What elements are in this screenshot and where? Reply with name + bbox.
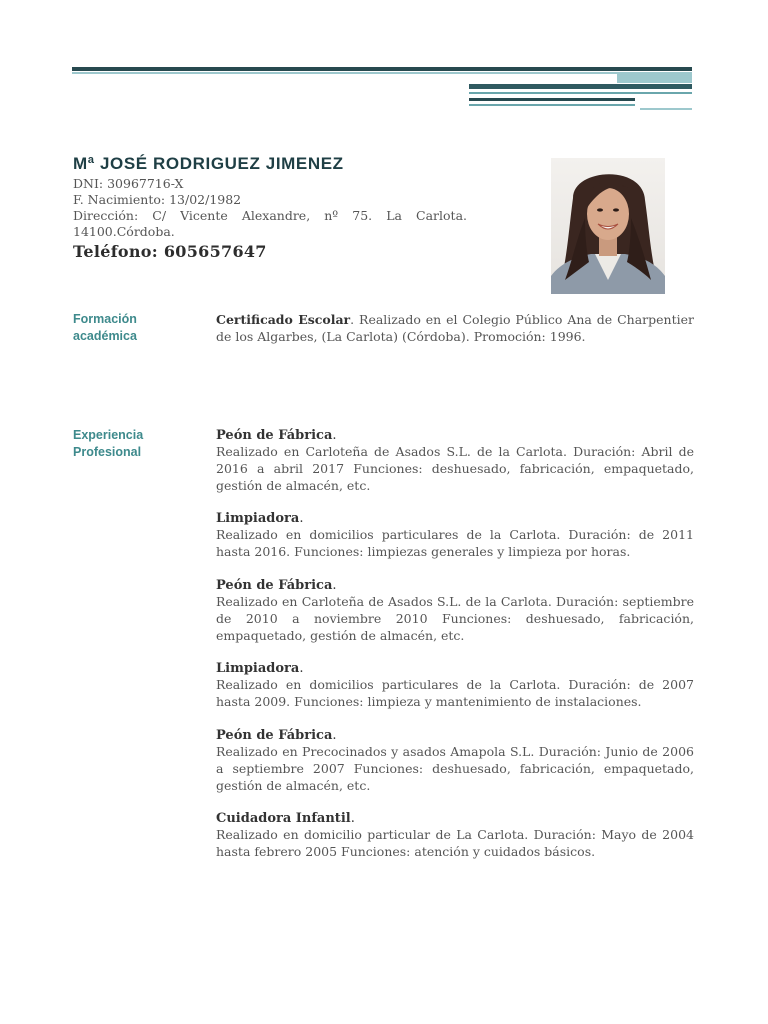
entry-title: Limpiadora [216, 511, 300, 527]
personal-info [73, 154, 467, 261]
phone-line: Teléfono: 605657647 [73, 242, 267, 261]
formacion-label-line1: Formación [73, 312, 137, 326]
accent-block [617, 74, 692, 83]
entry-title-period: . [332, 577, 337, 593]
stripe-2 [469, 92, 692, 94]
entry-text: Realizado en Precocinados y asados Amapola S.L. Duración: Junio de 2006 a septiembre 2007 Funciones: deshuesado, fabricación, empaquetado, gestión de almacén, etc. [216, 743, 694, 793]
top-rule-dark [72, 67, 692, 71]
experiencia-label-line2: Profesional [73, 445, 142, 459]
entry-title-period: . [332, 428, 337, 443]
header-decoration [0, 0, 768, 120]
stripe-4 [469, 104, 635, 106]
entry-title-period: . [350, 811, 355, 827]
candidate-name: Mª JOSÉ RODRIGUEZ JIMENEZ [73, 154, 344, 173]
entry-title-period: . [299, 511, 304, 527]
stripe-5 [640, 108, 692, 110]
stripe-1 [469, 84, 692, 89]
formacion-description: . Realizado en el Colegio Público Ana de Charpentier de los Algarbes, (La Carlota) (Córdoba). Promoción: 1996. [216, 312, 694, 344]
entry-title: Peón de Fábrica [216, 577, 333, 593]
birth-date-line: F. Nacimiento: 13/02/1982 [73, 192, 242, 207]
entry-title: Peón de Fábrica [216, 428, 333, 443]
experience-entry [216, 810, 694, 861]
formacion-label [73, 311, 193, 345]
formacion-label-line2: académica [73, 329, 137, 343]
entry-title: Limpiadora [216, 661, 300, 677]
entry-text: Realizado en Carloteña de Asados S.L. de la Carlota. Duración: Abril de 2016 a abril 2017 Funciones: deshuesado, fabricación, empaquetado, gestión de almacén, etc. [216, 444, 694, 493]
entry-title: Peón de Fábrica [216, 727, 333, 743]
person-photo-icon [551, 158, 665, 294]
entry-title: Cuidadora Infantil [216, 811, 351, 827]
formacion-title: Certificado Escolar [216, 312, 351, 327]
experience-entry [216, 660, 694, 711]
formacion-body [216, 311, 694, 345]
entry-text: Realizado en Carloteña de Asados S.L. de la Carlota. Duración: septiembre de 2010 a noviembre 2010 Funciones: deshuesado, fabricación, empaquetado, gestión de almacén, etc. [216, 593, 694, 643]
experience-entry [216, 577, 694, 644]
entry-title-period: . [332, 727, 337, 743]
entry-text: Realizado en domicilios particulares de la Carlota. Duración: de 2011 hasta 2016. Funciones: limpiezas generales y limpieza por horas. [216, 527, 694, 560]
stripe-3 [469, 98, 635, 101]
entry-title-period: . [299, 661, 304, 677]
profile-photo [551, 158, 665, 294]
experience-entry [216, 427, 694, 494]
dni-line: DNI: 30967716-X [73, 176, 184, 191]
entry-text: Realizado en domicilios particulares de la Carlota. Duración: de 2007 hasta 2009. Funciones: limpieza y mantenimiento de instalaciones. [216, 677, 694, 710]
top-rule-light [72, 72, 692, 74]
experiencia-label-line1: Experiencia [73, 428, 144, 442]
experience-entry [216, 727, 694, 794]
formacion-text [216, 311, 694, 345]
experiencia-body [216, 427, 694, 877]
address-line: Dirección: C/ Vicente Alexandre, nº 75. La Carlota. 14100.Córdoba. [73, 208, 467, 239]
experience-entry [216, 510, 694, 561]
experiencia-label [73, 427, 193, 461]
entry-text: Realizado en domicilio particular de La Carlota. Duración: Mayo de 2004 hasta febrero 2005 Funciones: atención y cuidados básicos. [216, 827, 694, 860]
